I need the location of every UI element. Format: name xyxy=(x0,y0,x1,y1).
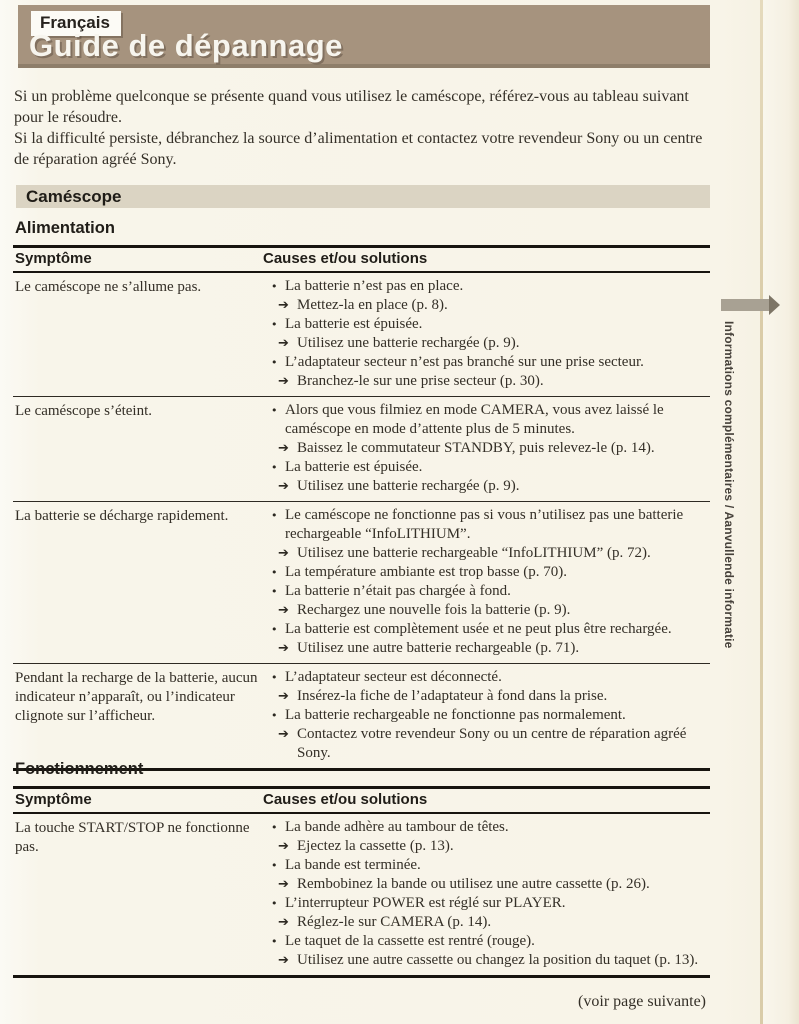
bullet-icon: • xyxy=(271,318,278,331)
solution-text: Branchez-le sur une prise secteur (p. 30). xyxy=(297,373,544,389)
cause-item xyxy=(271,353,710,372)
symptom-cell: Le caméscope s’éteint. xyxy=(15,403,153,419)
sidebar-vertical-label: Informations complémentaires / Aanvullende informatie xyxy=(722,321,736,649)
symptom-cell: La batterie se décharge rapidement. xyxy=(15,508,229,524)
column-header-causes: Causes et/ou solutions xyxy=(263,250,428,267)
solution-item xyxy=(278,439,710,458)
column-header-symptom: Symptôme xyxy=(15,250,92,267)
table-row xyxy=(13,396,710,501)
solution-item xyxy=(278,837,710,856)
solution-item xyxy=(278,544,710,563)
symptom-cell: Le caméscope ne s’allume pas. xyxy=(15,279,202,295)
page-fold-line xyxy=(760,0,763,1024)
solution-item xyxy=(278,725,710,763)
bullet-icon: • xyxy=(271,280,278,293)
arrow-icon: ➔ xyxy=(278,298,289,313)
arrow-icon: ➔ xyxy=(278,336,289,351)
arrow-icon: ➔ xyxy=(278,641,289,656)
bullet-icon: • xyxy=(271,859,278,872)
page-right-margin xyxy=(763,0,799,1024)
cause-text: Le taquet de la cassette est rentré (rouge). xyxy=(285,933,535,949)
arrow-icon: ➔ xyxy=(278,877,289,892)
cause-text: L’interrupteur POWER est réglé sur PLAYER. xyxy=(285,895,566,911)
cause-item xyxy=(271,706,710,725)
intro-text xyxy=(14,86,708,170)
bullet-icon: • xyxy=(271,585,278,598)
cause-item xyxy=(271,620,710,639)
solution-text: Ejectez la cassette (p. 13). xyxy=(297,838,454,854)
causes-cell xyxy=(263,277,710,391)
causes-cell xyxy=(263,818,710,970)
bullet-icon: • xyxy=(271,821,278,834)
page-title: Guide de dépannage xyxy=(29,28,343,63)
solution-text: Utilisez une autre cassette ou changez la position du taquet (p. 13). xyxy=(297,952,699,968)
cause-text: Le caméscope ne fonctionne pas si vous n’utilisez pas une batterie rechargeable “InfoLITHIUM”. xyxy=(285,507,684,542)
cause-item xyxy=(271,894,710,913)
solution-text: Utilisez une batterie rechargée (p. 9). xyxy=(297,335,520,351)
troubleshooting-table xyxy=(13,786,710,978)
solution-text: Baissez le commutateur STANDBY, puis relevez-le (p. 14). xyxy=(297,440,655,456)
edge-tab-marker xyxy=(721,299,771,311)
intro-paragraph-2: Si la difficulté persiste, débranchez la source d’alimentation et contactez votre revendeur Sony ou un centre de réparation agréé Sony. xyxy=(14,130,703,168)
causes-cell xyxy=(263,668,710,763)
arrow-icon: ➔ xyxy=(278,727,289,742)
cause-item xyxy=(271,818,710,837)
intro-paragraph-1: Si un problème quelconque se présente quand vous utilisez le caméscope, référez-vous au tableau suivant pour le résoudre. xyxy=(14,88,689,126)
table-row xyxy=(13,273,710,396)
tab-arrow-icon xyxy=(769,295,780,315)
column-header-symptom: Symptôme xyxy=(15,791,92,808)
cause-item xyxy=(271,506,710,544)
cause-item xyxy=(271,458,710,477)
table-row xyxy=(13,814,710,975)
cause-item xyxy=(271,856,710,875)
table-header xyxy=(13,248,710,273)
solution-text: Rembobinez la bande ou utilisez une autre cassette (p. 26). xyxy=(297,876,650,892)
column-header-causes: Causes et/ou solutions xyxy=(263,791,428,808)
bullet-icon: • xyxy=(271,709,278,722)
arrow-icon: ➔ xyxy=(278,603,289,618)
solution-item xyxy=(278,334,710,353)
table-row xyxy=(13,663,710,768)
cause-item xyxy=(271,563,710,582)
bullet-icon: • xyxy=(271,671,278,684)
solution-item xyxy=(278,913,710,932)
solution-item xyxy=(278,296,710,315)
arrow-icon: ➔ xyxy=(278,374,289,389)
solution-text: Utilisez une autre batterie rechargeable (p. 71). xyxy=(297,640,580,656)
cause-text: La batterie n’est pas en place. xyxy=(285,278,464,294)
table-row xyxy=(13,501,710,663)
solution-text: Utilisez une batterie rechargée (p. 9). xyxy=(297,478,520,494)
solution-text: Rechargez une nouvelle fois la batterie (p. 9). xyxy=(297,602,571,618)
cause-item xyxy=(271,315,710,334)
causes-cell xyxy=(263,401,710,496)
arrow-icon: ➔ xyxy=(278,441,289,456)
cause-text: La batterie est épuisée. xyxy=(285,459,423,475)
troubleshooting-table xyxy=(13,245,710,771)
solution-text: Réglez-le sur CAMERA (p. 14). xyxy=(297,914,492,930)
section-header-camescope: Caméscope xyxy=(16,185,710,208)
subsection-heading: Fonctionnement xyxy=(15,760,144,778)
solution-item xyxy=(278,477,710,496)
bullet-icon: • xyxy=(271,897,278,910)
arrow-icon: ➔ xyxy=(278,953,289,968)
cause-text: La batterie est épuisée. xyxy=(285,316,423,332)
cause-text: Alors que vous filmiez en mode CAMERA, vous avez laissé le caméscope en mode d’attente plus de 5 minutes. xyxy=(285,402,664,437)
cause-text: La batterie rechargeable ne fonctionne pas normalement. xyxy=(285,707,626,723)
solution-text: Insérez-la fiche de l’adaptateur à fond dans la prise. xyxy=(297,688,608,704)
cause-item xyxy=(271,668,710,687)
cause-text: La bande adhère au tambour de têtes. xyxy=(285,819,509,835)
bullet-icon: • xyxy=(271,356,278,369)
symptom-cell: Pendant la recharge de la batterie, aucun indicateur n’apparaît, ou l’indicateur clignote sur l’afficheur. xyxy=(15,670,258,724)
solution-text: Utilisez une batterie rechargeable “InfoLITHIUM” (p. 72). xyxy=(297,545,651,561)
arrow-icon: ➔ xyxy=(278,839,289,854)
cause-text: L’adaptateur secteur n’est pas branché sur une prise secteur. xyxy=(285,354,644,370)
solution-item xyxy=(278,687,710,706)
subsection-alimentation xyxy=(13,219,710,771)
cause-item xyxy=(271,401,710,439)
bullet-icon: • xyxy=(271,623,278,636)
solution-item xyxy=(278,372,710,391)
cause-text: La température ambiante est trop basse (p. 70). xyxy=(285,564,567,580)
cause-text: La bande est terminée. xyxy=(285,857,421,873)
arrow-icon: ➔ xyxy=(278,479,289,494)
subsection-heading: Alimentation xyxy=(15,219,115,237)
bullet-icon: • xyxy=(271,935,278,948)
next-page-note: (voir page suivante) xyxy=(578,993,706,1010)
cause-text: La batterie est complètement usée et ne peut plus être rechargée. xyxy=(285,621,672,637)
title-banner xyxy=(18,5,710,68)
cause-item xyxy=(271,277,710,296)
bullet-icon: • xyxy=(271,461,278,474)
solution-item xyxy=(278,875,710,894)
table-header xyxy=(13,789,710,814)
solution-item xyxy=(278,951,710,970)
solution-text: Contactez votre revendeur Sony ou un centre de réparation agréé Sony. xyxy=(297,726,687,761)
cause-item xyxy=(271,932,710,951)
solution-text: Mettez-la en place (p. 8). xyxy=(297,297,448,313)
language-label: Français xyxy=(31,11,121,36)
arrow-icon: ➔ xyxy=(278,689,289,704)
bullet-icon: • xyxy=(271,509,278,522)
arrow-icon: ➔ xyxy=(278,915,289,930)
bullet-icon: • xyxy=(271,566,278,579)
cause-text: L’adaptateur secteur est déconnecté. xyxy=(285,669,502,685)
causes-cell xyxy=(263,506,710,658)
subsection-fonctionnement xyxy=(13,760,710,978)
solution-item xyxy=(278,601,710,620)
arrow-icon: ➔ xyxy=(278,546,289,561)
bullet-icon: • xyxy=(271,404,278,417)
symptom-cell: La touche START/STOP ne fonctionne pas. xyxy=(15,820,250,855)
cause-item xyxy=(271,582,710,601)
cause-text: La batterie n’était pas chargée à fond. xyxy=(285,583,511,599)
solution-item xyxy=(278,639,710,658)
